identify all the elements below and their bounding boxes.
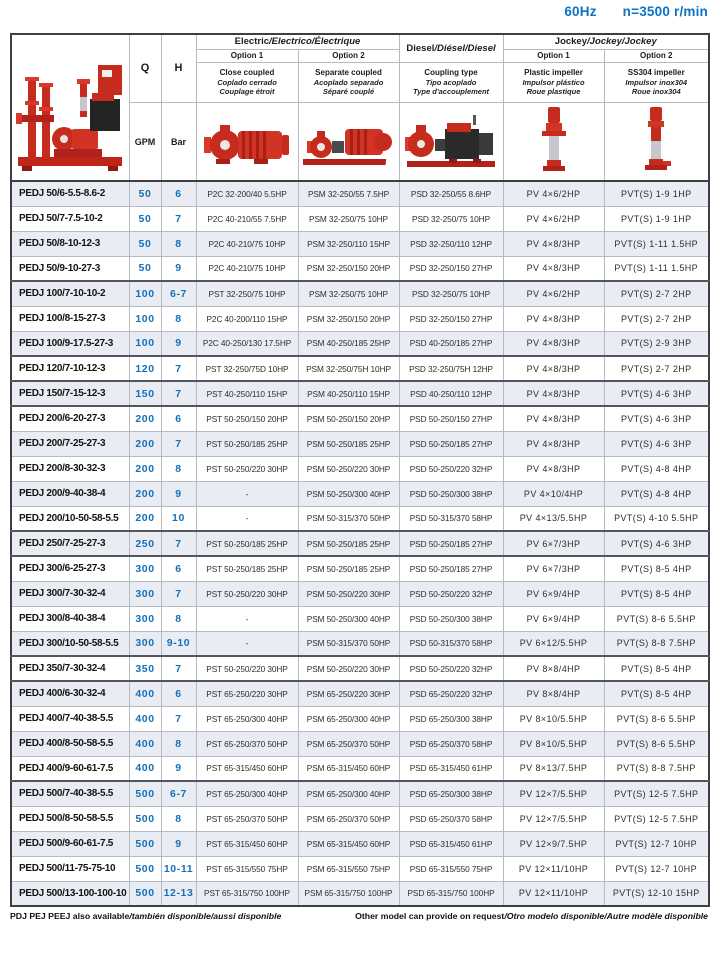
- electric-option1-cell: P2C 40-250/130 17.5HP: [196, 331, 298, 356]
- head-bar-cell: 6-7: [161, 781, 196, 806]
- head-bar-cell: 7: [161, 206, 196, 231]
- head-bar-cell: 8: [161, 731, 196, 756]
- footer-left-note: PDJ PEJ PEEJ also available/también disponible/aussi disponible: [10, 911, 282, 921]
- model-cell: PEDJ 200/7-25-27-3: [11, 431, 129, 456]
- head-bar-cell: 9: [161, 831, 196, 856]
- jockey-option2-cell: PVT(S) 4-6 3HP: [604, 381, 709, 406]
- diesel-model-cell: PSD 32-250/110 12HP: [399, 231, 503, 256]
- model-cell: PEDJ 300/8-40-38-4: [11, 606, 129, 631]
- model-cell: PEDJ 400/6-30-32-4: [11, 681, 129, 706]
- jockey-option1-header: Option 1: [503, 49, 604, 62]
- model-cell: PEDJ 300/7-30-32-4: [11, 581, 129, 606]
- electric-option2-cell: PSM 65-315/450 60HP: [298, 756, 399, 781]
- table-row: [11, 406, 709, 431]
- table-row: [11, 856, 709, 881]
- jockey-option1-cell: PV 12×11/10HP: [503, 881, 604, 906]
- flow-gpm-cell: 150: [129, 381, 161, 406]
- diesel-model-cell: PSD 32-250/150 27HP: [399, 306, 503, 331]
- jockey-option1-cell: PV 4×6/2HP: [503, 206, 604, 231]
- head-bar-cell: 7: [161, 381, 196, 406]
- head-bar-cell: 7: [161, 656, 196, 681]
- electric-option2-cell: PSM 65-315/450 60HP: [298, 831, 399, 856]
- model-cell: PEDJ 500/13-100-100-10: [11, 881, 129, 906]
- electric-option1-cell: PST 65-250/370 50HP: [196, 731, 298, 756]
- flow-gpm-cell: 100: [129, 306, 161, 331]
- flow-gpm-cell: 250: [129, 531, 161, 556]
- model-cell: PEDJ 500/8-50-58-5.5: [11, 806, 129, 831]
- table-row: [11, 881, 709, 906]
- jockey-option1-cell: PV 4×6/2HP: [503, 181, 604, 206]
- jockey-option2-cell: PVT(S) 2-7 2HP: [604, 306, 709, 331]
- footer-right-note: Other model can provide on request/Otro modelo disponible/Autre modèle disponible: [355, 911, 708, 921]
- table-row: [11, 706, 709, 731]
- electric-option2-cell: PSM 65-250/300 40HP: [298, 781, 399, 806]
- close-coupled-pump-photo: [196, 102, 298, 181]
- jockey-option2-cell: PVT(S) 1-11 1.5HP: [604, 231, 709, 256]
- model-cell: PEDJ 100/8-15-27-3: [11, 306, 129, 331]
- jockey-option1-cell: PV 8×10/5.5HP: [503, 706, 604, 731]
- electric-option2-cell: PSM 40-250/110 15HP: [298, 381, 399, 406]
- electric-option2-cell: PSM 32-250/150 20HP: [298, 306, 399, 331]
- electric-option2-cell: PSM 32-250/75 10HP: [298, 281, 399, 306]
- jockey-option1-cell: PV 4×8/3HP: [503, 356, 604, 381]
- jockey-option1-cell: PV 4×8/3HP: [503, 256, 604, 281]
- flow-gpm-cell: 350: [129, 656, 161, 681]
- jockey-option1-cell: PV 8×10/5.5HP: [503, 731, 604, 756]
- table-row: [11, 256, 709, 281]
- electric-option2-cell: PSM 32-250/55 7.5HP: [298, 181, 399, 206]
- flow-gpm-cell: 200: [129, 481, 161, 506]
- jockey-option1-cell: PV 6×12/5.5HP: [503, 631, 604, 656]
- electric-option2-cell: PSM 32-250/110 15HP: [298, 231, 399, 256]
- electric-option1-cell: PST 65-250/370 50HP: [196, 806, 298, 831]
- electric-option1-cell: P2C 32-200/40 5.5HP: [196, 181, 298, 206]
- flow-gpm-cell: 300: [129, 581, 161, 606]
- diesel-model-cell: PSD 65-250/300 38HP: [399, 706, 503, 731]
- separate-coupled-desc: Separate coupled Acoplado separado Séparé couplé: [298, 62, 399, 102]
- head-bar-cell: 7: [161, 581, 196, 606]
- diesel-model-cell: PSD 50-250/185 27HP: [399, 556, 503, 581]
- diesel-model-cell: PSD 65-315/450 61HP: [399, 756, 503, 781]
- model-cell: PEDJ 200/6-20-27-3: [11, 406, 129, 431]
- flow-gpm-cell: 500: [129, 781, 161, 806]
- table-row: [11, 806, 709, 831]
- jockey-option2-cell: PVT(S) 1-9 1HP: [604, 181, 709, 206]
- electric-option1-cell: P2C 40-210/75 10HP: [196, 256, 298, 281]
- jockey-option2-header: Option 2: [604, 49, 709, 62]
- jockey-option1-cell: PV 12×11/10HP: [503, 856, 604, 881]
- electric-option1-cell: PST 50-250/220 30HP: [196, 456, 298, 481]
- model-cell: PEDJ 100/9-17.5-27-3: [11, 331, 129, 356]
- electric-option1-cell: PST 32-250/75 10HP: [196, 281, 298, 306]
- diesel-model-cell: PSD 32-250/75 10HP: [399, 281, 503, 306]
- table-row: [11, 581, 709, 606]
- electric-option1-cell: PST 50-250/150 20HP: [196, 406, 298, 431]
- q-unit-cell: GPM: [129, 102, 161, 181]
- h-column-header: H: [161, 34, 196, 102]
- jockey-option1-cell: PV 4×8/3HP: [503, 331, 604, 356]
- jockey-option2-cell: PVT(S) 8-8 7.5HP: [604, 756, 709, 781]
- diesel-model-cell: PSD 50-250/220 32HP: [399, 656, 503, 681]
- table-row: [11, 431, 709, 456]
- diesel-model-cell: PSD 65-250/370 58HP: [399, 806, 503, 831]
- coupling-type-desc: Coupling type Tipo acoplado Type d'accouplement: [399, 62, 503, 102]
- frequency-value: 60Hz: [564, 4, 597, 19]
- flow-gpm-cell: 300: [129, 606, 161, 631]
- jockey-option2-cell: PVT(S) 2-9 3HP: [604, 331, 709, 356]
- electric-group-header: Electric/Electrico/Électrique: [196, 34, 399, 49]
- electric-option1-cell: PST 32-250/75D 10HP: [196, 356, 298, 381]
- jockey-option1-cell: PV 6×7/3HP: [503, 556, 604, 581]
- electric-option2-cell: PSM 50-250/220 30HP: [298, 581, 399, 606]
- electric-option2-cell: PSM 65-315/550 75HP: [298, 856, 399, 881]
- diesel-model-cell: PSD 40-250/185 27HP: [399, 331, 503, 356]
- head-bar-cell: 8: [161, 606, 196, 631]
- flow-gpm-cell: 500: [129, 856, 161, 881]
- head-bar-cell: 6: [161, 681, 196, 706]
- jockey-option1-cell: PV 6×9/4HP: [503, 606, 604, 631]
- electric-option1-header: Option 1: [196, 49, 298, 62]
- head-bar-cell: 7: [161, 431, 196, 456]
- head-bar-cell: 12-13: [161, 881, 196, 906]
- h-unit-cell: Bar: [161, 102, 196, 181]
- electric-option1-cell: P2C 40-200/110 15HP: [196, 306, 298, 331]
- table-row: [11, 281, 709, 306]
- speed-value: n=3500 r/min: [622, 4, 708, 19]
- model-cell: PEDJ 50/7-7.5-10-2: [11, 206, 129, 231]
- diesel-model-cell: PSD 50-250/185 27HP: [399, 431, 503, 456]
- electric-option2-cell: PSM 50-315/370 50HP: [298, 631, 399, 656]
- model-cell: PEDJ 50/8-10-12-3: [11, 231, 129, 256]
- jockey-option1-cell: PV 4×8/3HP: [503, 431, 604, 456]
- diesel-model-cell: PSD 32-250/150 27HP: [399, 256, 503, 281]
- electric-option1-cell: PST 65-315/450 60HP: [196, 756, 298, 781]
- jockey-option2-cell: PVT(S) 8-5 4HP: [604, 581, 709, 606]
- electric-option2-cell: PSM 50-250/220 30HP: [298, 656, 399, 681]
- diesel-model-cell: PSD 50-250/185 27HP: [399, 531, 503, 556]
- electric-option2-cell: PSM 32-250/75 10HP: [298, 206, 399, 231]
- electric-option2-cell: PSM 32-250/75H 10HP: [298, 356, 399, 381]
- flow-gpm-cell: 400: [129, 731, 161, 756]
- model-cell: PEDJ 400/7-40-38-5.5: [11, 706, 129, 731]
- jockey-group-header: Jockey/Jockey/Jockey: [503, 34, 709, 49]
- table-row: [11, 381, 709, 406]
- electric-option2-header: Option 2: [298, 49, 399, 62]
- table-row: [11, 481, 709, 506]
- electric-option1-cell: PST 50-250/185 25HP: [196, 556, 298, 581]
- table-row: [11, 756, 709, 781]
- jockey-option1-cell: PV 8×13/7.5HP: [503, 756, 604, 781]
- flow-gpm-cell: 50: [129, 206, 161, 231]
- head-bar-cell: 9-10: [161, 631, 196, 656]
- electric-option1-cell: P2C 40-210/75 10HP: [196, 231, 298, 256]
- model-cell: PEDJ 500/7-40-38-5.5: [11, 781, 129, 806]
- diesel-model-cell: PSD 65-250/300 38HP: [399, 781, 503, 806]
- diesel-model-cell: PSD 50-250/150 27HP: [399, 406, 503, 431]
- head-bar-cell: 9: [161, 756, 196, 781]
- jockey-option2-cell: PVT(S) 12-7 10HP: [604, 856, 709, 881]
- table-row: [11, 656, 709, 681]
- head-bar-cell: 10-11: [161, 856, 196, 881]
- diesel-group-header: Diesel/Diésel/Diesel: [399, 34, 503, 62]
- head-bar-cell: 8: [161, 806, 196, 831]
- diesel-model-cell: PSD 65-315/450 61HP: [399, 831, 503, 856]
- jockey-option2-cell: PVT(S) 1-9 1HP: [604, 206, 709, 231]
- model-cell: PEDJ 400/8-50-58-5.5: [11, 731, 129, 756]
- electric-option2-cell: PSM 32-250/150 20HP: [298, 256, 399, 281]
- jockey-option2-cell: PVT(S) 8-5 4HP: [604, 556, 709, 581]
- flow-gpm-cell: 500: [129, 806, 161, 831]
- diesel-model-cell: PSD 65-315/550 75HP: [399, 856, 503, 881]
- table-body: [11, 181, 709, 906]
- head-bar-cell: 7: [161, 531, 196, 556]
- head-bar-cell: 9: [161, 331, 196, 356]
- jockey-option1-cell: PV 4×8/3HP: [503, 231, 604, 256]
- diesel-model-cell: PSD 65-250/370 58HP: [399, 731, 503, 756]
- flow-gpm-cell: 400: [129, 706, 161, 731]
- flow-gpm-cell: 500: [129, 881, 161, 906]
- model-cell: PEDJ 150/7-15-12-3: [11, 381, 129, 406]
- electric-option1-cell: -: [196, 506, 298, 531]
- flow-gpm-cell: 200: [129, 456, 161, 481]
- model-cell: PEDJ 50/6-5.5-8.6-2: [11, 181, 129, 206]
- jockey-option2-cell: PVT(S) 4-6 3HP: [604, 431, 709, 456]
- diesel-coupled-pump-photo: [399, 102, 503, 181]
- jockey-option2-cell: PVT(S) 4-6 3HP: [604, 531, 709, 556]
- electric-option1-cell: P2C 40-210/55 7.5HP: [196, 206, 298, 231]
- jockey-option2-cell: PVT(S) 8-6 5.5HP: [604, 606, 709, 631]
- model-cell: PEDJ 250/7-25-27-3: [11, 531, 129, 556]
- jockey-option2-cell: PVT(S) 12-5 7.5HP: [604, 781, 709, 806]
- electric-option1-cell: PST 65-250/300 40HP: [196, 706, 298, 731]
- diesel-model-cell: PSD 50-250/220 32HP: [399, 581, 503, 606]
- diesel-model-cell: PSD 65-315/750 100HP: [399, 881, 503, 906]
- electric-option2-cell: PSM 40-250/185 25HP: [298, 331, 399, 356]
- diesel-model-cell: PSD 50-250/300 38HP: [399, 481, 503, 506]
- model-cell: PEDJ 500/11-75-75-10: [11, 856, 129, 881]
- electric-option2-cell: PSM 50-250/150 20HP: [298, 406, 399, 431]
- jockey-option1-cell: PV 4×13/5.5HP: [503, 506, 604, 531]
- jockey-option2-cell: PVT(S) 1-11 1.5HP: [604, 256, 709, 281]
- flow-gpm-cell: 50: [129, 181, 161, 206]
- table-row: [11, 681, 709, 706]
- electric-option1-cell: PST 65-315/550 75HP: [196, 856, 298, 881]
- flow-gpm-cell: 50: [129, 256, 161, 281]
- electric-option1-cell: -: [196, 481, 298, 506]
- jockey-option1-cell: PV 4×8/3HP: [503, 456, 604, 481]
- head-bar-cell: 8: [161, 231, 196, 256]
- jockey-option2-cell: PVT(S) 4-6 3HP: [604, 406, 709, 431]
- flow-gpm-cell: 400: [129, 756, 161, 781]
- separate-coupled-pump-icon: [303, 113, 395, 169]
- vertical-jockey-pump-ss304-photo: [604, 102, 709, 181]
- table-row: [11, 781, 709, 806]
- jockey-option1-cell: PV 12×9/7.5HP: [503, 831, 604, 856]
- jockey-option2-cell: PVT(S) 2-7 2HP: [604, 281, 709, 306]
- diesel-model-cell: PSD 32-250/55 8.6HP: [399, 181, 503, 206]
- jockey-option2-cell: PVT(S) 12-5 7.5HP: [604, 806, 709, 831]
- jockey-option2-cell: PVT(S) 8-5 4HP: [604, 681, 709, 706]
- q-column-header: Q: [129, 34, 161, 102]
- jockey-option1-cell: PV 4×10/4HP: [503, 481, 604, 506]
- flow-gpm-cell: 50: [129, 231, 161, 256]
- table-row: [11, 456, 709, 481]
- electric-option2-cell: PSM 50-250/185 25HP: [298, 431, 399, 456]
- table-row: [11, 181, 709, 206]
- vertical-jockey-pump-plastic-photo: [503, 102, 604, 181]
- jockey-option1-cell: PV 4×6/2HP: [503, 281, 604, 306]
- vertical-jockey-pump-plastic-icon: [539, 105, 569, 177]
- flow-gpm-cell: 200: [129, 506, 161, 531]
- jockey-option1-cell: PV 12×7/5.5HP: [503, 781, 604, 806]
- flow-gpm-cell: 500: [129, 831, 161, 856]
- jockey-option1-cell: PV 4×8/3HP: [503, 406, 604, 431]
- table-row: [11, 356, 709, 381]
- head-bar-cell: 8: [161, 456, 196, 481]
- table-row: [11, 831, 709, 856]
- flow-gpm-cell: 200: [129, 406, 161, 431]
- flow-gpm-cell: 100: [129, 281, 161, 306]
- diesel-coupled-pump-icon: [403, 111, 499, 171]
- table-row: [11, 306, 709, 331]
- electric-option1-cell: -: [196, 606, 298, 631]
- table-row: [11, 231, 709, 256]
- head-bar-cell: 8: [161, 306, 196, 331]
- electric-option2-cell: PSM 50-315/370 50HP: [298, 506, 399, 531]
- electric-option1-cell: PST 50-250/220 30HP: [196, 581, 298, 606]
- jockey-option2-cell: PVT(S) 8-6 5.5HP: [604, 706, 709, 731]
- operating-conditions: [564, 4, 708, 19]
- head-bar-cell: 6-7: [161, 281, 196, 306]
- plastic-impeller-desc: Plastic impeller Impulsor plástico Roue plastique: [503, 62, 604, 102]
- table-row: [11, 331, 709, 356]
- head-bar-cell: 10: [161, 506, 196, 531]
- electric-option2-cell: PSM 65-250/370 50HP: [298, 806, 399, 831]
- electric-option2-cell: PSM 65-250/300 40HP: [298, 706, 399, 731]
- table-row: [11, 206, 709, 231]
- table-row: [11, 631, 709, 656]
- jockey-option1-cell: PV 6×7/3HP: [503, 531, 604, 556]
- model-cell: PEDJ 200/10-50-58-5.5: [11, 506, 129, 531]
- ss304-impeller-desc: SS304 impeller Impulsor inox304 Roue inox304: [604, 62, 709, 102]
- electric-option1-cell: -: [196, 631, 298, 656]
- jockey-option1-cell: PV 4×8/3HP: [503, 306, 604, 331]
- table-row: [11, 606, 709, 631]
- electric-option2-cell: PSM 65-250/220 30HP: [298, 681, 399, 706]
- model-cell: PEDJ 120/7-10-12-3: [11, 356, 129, 381]
- model-cell: PEDJ 400/9-60-61-7.5: [11, 756, 129, 781]
- diesel-model-cell: PSD 50-250/300 38HP: [399, 606, 503, 631]
- close-coupled-desc: Close coupled Coplado cerrado Couplage étroit: [196, 62, 298, 102]
- model-cell: PEDJ 500/9-60-61-7.5: [11, 831, 129, 856]
- jockey-option2-cell: PVT(S) 4-10 5.5HP: [604, 506, 709, 531]
- head-bar-cell: 6: [161, 406, 196, 431]
- electric-option2-cell: PSM 50-250/185 25HP: [298, 531, 399, 556]
- electric-option2-cell: PSM 50-250/300 40HP: [298, 481, 399, 506]
- model-cell: PEDJ 300/10-50-58-5.5: [11, 631, 129, 656]
- fire-pump-package-photo: [11, 34, 129, 181]
- head-bar-cell: 9: [161, 481, 196, 506]
- jockey-option2-cell: PVT(S) 2-7 2HP: [604, 356, 709, 381]
- jockey-option1-cell: PV 8×8/4HP: [503, 681, 604, 706]
- close-coupled-pump-icon: [202, 113, 292, 169]
- electric-option2-cell: PSM 65-315/750 100HP: [298, 881, 399, 906]
- electric-option1-cell: PST 50-250/185 25HP: [196, 531, 298, 556]
- electric-option1-cell: PST 50-250/220 30HP: [196, 656, 298, 681]
- diesel-model-cell: PSD 32-250/75 10HP: [399, 206, 503, 231]
- electric-option2-cell: PSM 50-250/185 25HP: [298, 556, 399, 581]
- table-row: [11, 556, 709, 581]
- diesel-model-cell: PSD 50-315/370 58HP: [399, 506, 503, 531]
- diesel-model-cell: PSD 50-315/370 58HP: [399, 631, 503, 656]
- vertical-jockey-pump-ss304-icon: [639, 105, 673, 177]
- jockey-option1-cell: PV 12×7/5.5HP: [503, 806, 604, 831]
- head-bar-cell: 7: [161, 356, 196, 381]
- model-cell: PEDJ 350/7-30-32-4: [11, 656, 129, 681]
- flow-gpm-cell: 200: [129, 431, 161, 456]
- jockey-option2-cell: PVT(S) 4-8 4HP: [604, 456, 709, 481]
- electric-option2-cell: PSM 50-250/300 40HP: [298, 606, 399, 631]
- diesel-model-cell: PSD 65-250/220 32HP: [399, 681, 503, 706]
- head-bar-cell: 6: [161, 556, 196, 581]
- jockey-option2-cell: PVT(S) 12-7 10HP: [604, 831, 709, 856]
- fire-pump-package-icon: [14, 41, 126, 175]
- pump-selection-table: [10, 33, 710, 907]
- model-cell: PEDJ 200/9-40-38-4: [11, 481, 129, 506]
- footer-notes: [10, 911, 708, 921]
- diesel-model-cell: PSD 32-250/75H 12HP: [399, 356, 503, 381]
- jockey-option1-cell: PV 8×8/4HP: [503, 656, 604, 681]
- table-row: [11, 506, 709, 531]
- head-bar-cell: 9: [161, 256, 196, 281]
- model-cell: PEDJ 200/8-30-32-3: [11, 456, 129, 481]
- electric-option1-cell: PST 40-250/110 15HP: [196, 381, 298, 406]
- electric-option1-cell: PST 65-315/450 60HP: [196, 831, 298, 856]
- head-bar-cell: 7: [161, 706, 196, 731]
- jockey-option2-cell: PVT(S) 4-8 4HP: [604, 481, 709, 506]
- jockey-option1-cell: PV 4×8/3HP: [503, 381, 604, 406]
- flow-gpm-cell: 100: [129, 331, 161, 356]
- model-cell: PEDJ 300/6-25-27-3: [11, 556, 129, 581]
- model-cell: PEDJ 50/9-10-27-3: [11, 256, 129, 281]
- table-row: [11, 531, 709, 556]
- jockey-option2-cell: PVT(S) 8-8 7.5HP: [604, 631, 709, 656]
- electric-option1-cell: PST 65-315/750 100HP: [196, 881, 298, 906]
- electric-option2-cell: PSM 50-250/220 30HP: [298, 456, 399, 481]
- electric-option1-cell: PST 50-250/185 25HP: [196, 431, 298, 456]
- jockey-option2-cell: PVT(S) 8-6 5.5HP: [604, 731, 709, 756]
- separate-coupled-pump-photo: [298, 102, 399, 181]
- flow-gpm-cell: 300: [129, 631, 161, 656]
- flow-gpm-cell: 300: [129, 556, 161, 581]
- jockey-option1-cell: PV 6×9/4HP: [503, 581, 604, 606]
- flow-gpm-cell: 400: [129, 681, 161, 706]
- diesel-model-cell: PSD 50-250/220 32HP: [399, 456, 503, 481]
- diesel-model-cell: PSD 40-250/110 12HP: [399, 381, 503, 406]
- electric-option1-cell: PST 65-250/220 30HP: [196, 681, 298, 706]
- electric-option1-cell: PST 65-250/300 40HP: [196, 781, 298, 806]
- table-row: [11, 731, 709, 756]
- jockey-option2-cell: PVT(S) 12-10 15HP: [604, 881, 709, 906]
- electric-option2-cell: PSM 65-250/370 50HP: [298, 731, 399, 756]
- jockey-option2-cell: PVT(S) 8-5 4HP: [604, 656, 709, 681]
- flow-gpm-cell: 120: [129, 356, 161, 381]
- head-bar-cell: 6: [161, 181, 196, 206]
- model-cell: PEDJ 100/7-10-10-2: [11, 281, 129, 306]
